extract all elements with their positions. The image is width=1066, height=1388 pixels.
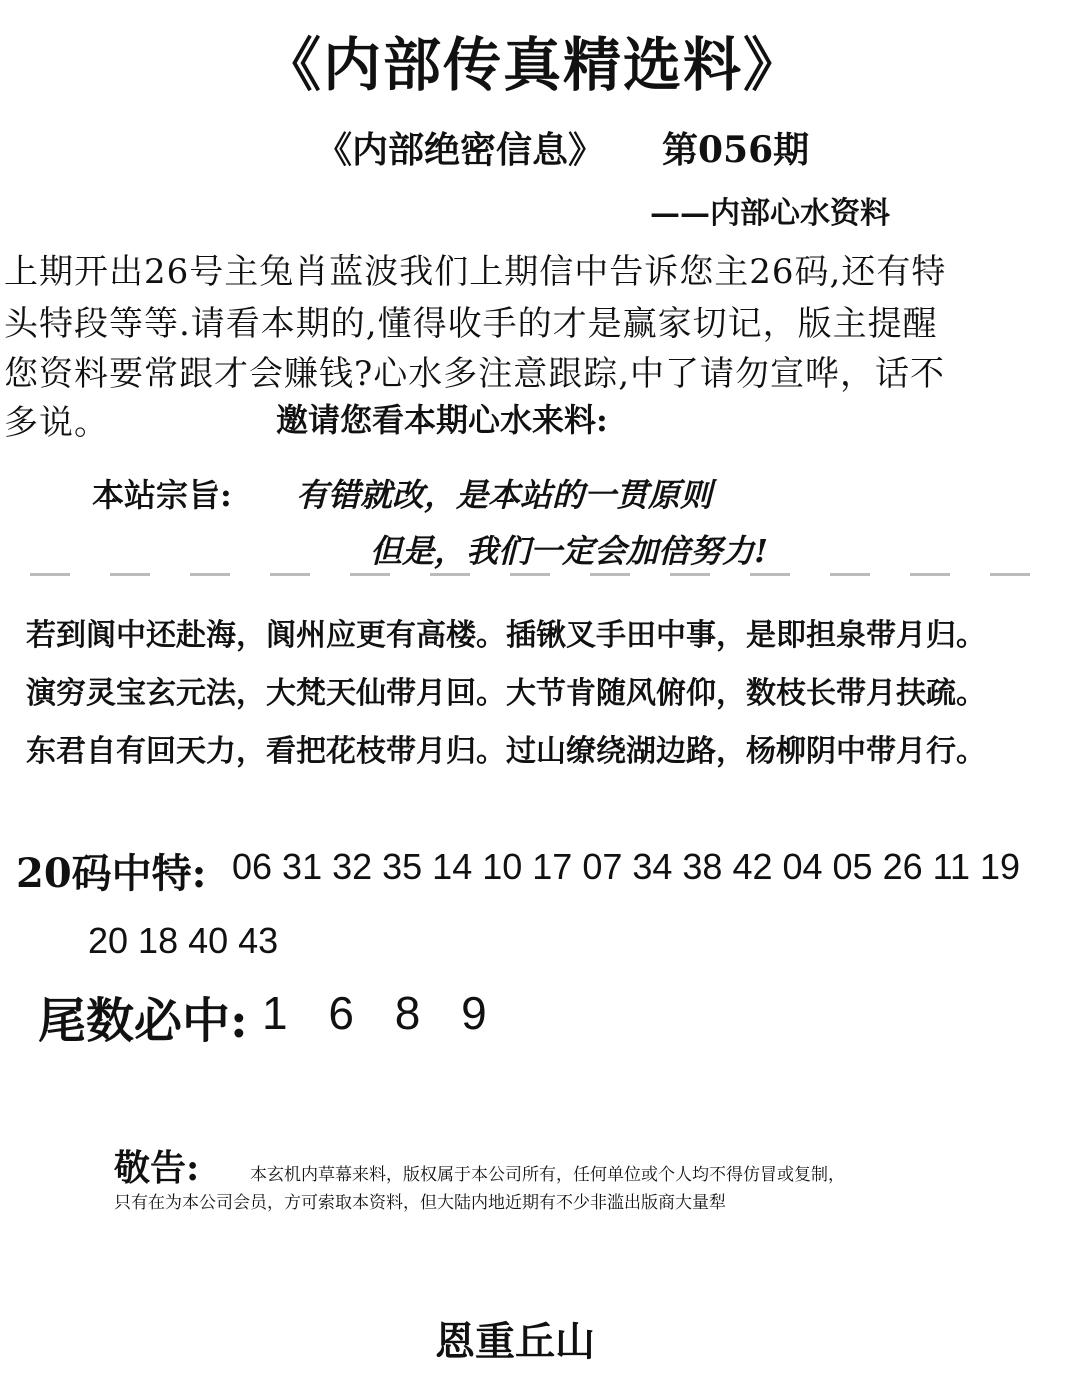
notice-line: 只有在为本公司会员，方可索取本资料，但大陆内地近期有不少非滥出版商大量犁 <box>114 1193 726 1213</box>
notice-label: 敬告: <box>114 1147 200 1189</box>
intro-line: 上期开出26号主兔肖蓝波我们上期信中告诉您主26码,还有特 <box>4 252 947 292</box>
mission-line: 但是，我们一定会加倍努力! <box>370 532 769 570</box>
numbers-label: 20码中特: <box>16 850 207 897</box>
poem-line: 演穷灵宝玄元法，大梵天仙带月回。大节肯随风俯仰，数枝长带月扶疏。 <box>26 676 986 711</box>
intro-line: 头特段等等.请看本期的,懂得收手的才是赢家切记，版主提醒 <box>4 304 938 344</box>
poem-line: 东君自有回天力，看把花枝带月归。过山缭绕湖边路，杨柳阴中带月行。 <box>26 734 986 769</box>
tail-label: 尾数必中: <box>38 993 248 1049</box>
footer-motto: 恩重丘山 <box>435 1318 595 1365</box>
subtitle: 《内部绝密信息》 <box>316 129 605 171</box>
mission-line: 有错就改，是本站的一贯原则 <box>296 476 713 514</box>
divider <box>30 573 1040 576</box>
intro-line: 多说。 <box>4 403 109 443</box>
numbers-line: 20 18 40 43 <box>88 920 279 961</box>
page-title: 《内部传真精选料》 <box>262 31 803 99</box>
invite-text: 邀请您看本期心水来料: <box>276 401 608 439</box>
mission-label: 本站宗旨: <box>92 476 232 514</box>
notice-line: 本玄机内草幕来料，版权属于本公司所有，任何单位或个人均不得仿冒或复制， <box>250 1165 845 1185</box>
issue-number: 第056期 <box>662 129 810 171</box>
source-label: ——内部心水资料 <box>650 196 890 231</box>
poem-line: 若到阆中还赴海，阆州应更有高楼。插锹叉手田中事，是即担泉带月归。 <box>26 618 986 653</box>
tail-value: 1 6 8 9 <box>262 987 501 1039</box>
numbers-line: 06 31 32 35 14 10 17 07 34 38 42 04 05 26 11 19 <box>232 846 1021 887</box>
intro-line: 您资料要常跟才会赚钱?心水多注意跟踪,中了请勿宣哗，话不 <box>4 354 946 394</box>
